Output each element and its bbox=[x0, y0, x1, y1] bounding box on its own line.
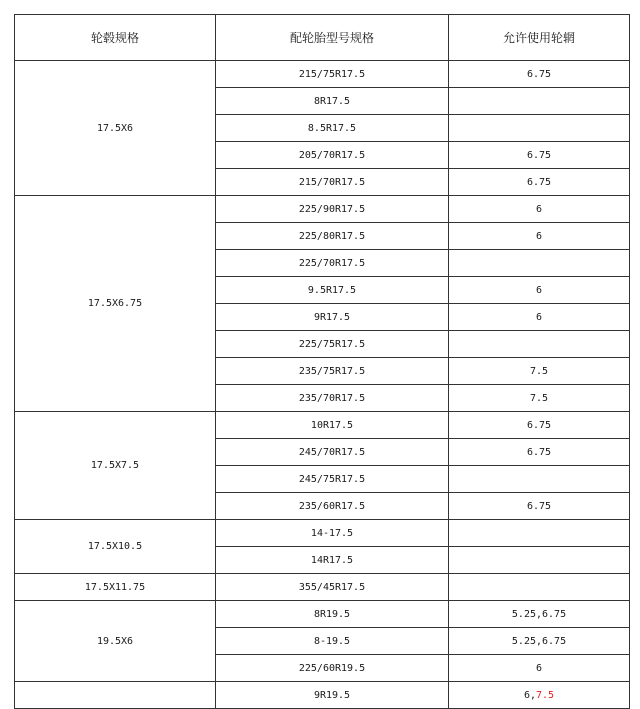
table-row bbox=[15, 574, 630, 601]
allowed-rim-cell bbox=[449, 250, 630, 277]
allowed-rim-value: 5.25,6.75 bbox=[511, 608, 567, 620]
tire-spec-cell: 10R17.5 bbox=[216, 412, 449, 439]
tire-spec-cell: 225/90R17.5 bbox=[216, 196, 449, 223]
tire-spec-cell: 9.5R17.5 bbox=[216, 277, 449, 304]
allowed-rim-value: 6 bbox=[535, 203, 543, 215]
allowed-rim-value: 7.5 bbox=[529, 365, 549, 377]
tire-spec-cell: 9R17.5 bbox=[216, 304, 449, 331]
tire-spec-cell: 9R19.5 bbox=[216, 682, 449, 709]
table-row bbox=[15, 601, 630, 628]
rim-spec-cell: 17.5X11.75 bbox=[15, 574, 216, 601]
allowed-rim-value: 5.25,6.75 bbox=[511, 635, 567, 647]
allowed-rim-cell bbox=[449, 655, 630, 682]
header-row bbox=[15, 15, 630, 61]
allowed-rim-value: 6 bbox=[535, 662, 543, 674]
table-row bbox=[15, 520, 630, 547]
tire-spec-cell: 245/70R17.5 bbox=[216, 439, 449, 466]
rim-spec-cell: 19.5X6 bbox=[15, 601, 216, 682]
allowed-rim-value: 6.75 bbox=[526, 68, 552, 80]
allowed-rim-value: 6.75 bbox=[526, 500, 552, 512]
tire-spec-cell: 8-19.5 bbox=[216, 628, 449, 655]
rim-spec-cell bbox=[15, 682, 216, 709]
tire-spec-cell: 235/70R17.5 bbox=[216, 385, 449, 412]
rim-spec-cell: 17.5X6 bbox=[15, 61, 216, 196]
header-tire-spec: 配轮胎型号规格 bbox=[216, 15, 449, 61]
allowed-rim-cell bbox=[449, 61, 630, 88]
table-row bbox=[15, 196, 630, 223]
tire-spec-cell: 14-17.5 bbox=[216, 520, 449, 547]
tire-spec-cell: 8R17.5 bbox=[216, 88, 449, 115]
allowed-rim-cell bbox=[449, 196, 630, 223]
tire-spec-cell: 225/75R17.5 bbox=[216, 331, 449, 358]
allowed-rim-cell bbox=[449, 412, 630, 439]
tire-spec-cell: 14R17.5 bbox=[216, 547, 449, 574]
tire-spec-cell: 355/45R17.5 bbox=[216, 574, 449, 601]
rim-spec-cell: 17.5X7.5 bbox=[15, 412, 216, 520]
allowed-rim-cell bbox=[449, 223, 630, 250]
allowed-rim-cell bbox=[449, 88, 630, 115]
allowed-rim-cell bbox=[449, 385, 630, 412]
allowed-rim-value: 6 bbox=[535, 230, 543, 242]
header-allowed-rim: 允许使用轮辋 bbox=[449, 15, 630, 61]
allowed-rim-value: 6.75 bbox=[526, 446, 552, 458]
tire-spec-cell: 215/75R17.5 bbox=[216, 61, 449, 88]
allowed-rim-cell bbox=[449, 358, 630, 385]
tire-spec-cell: 235/60R17.5 bbox=[216, 493, 449, 520]
table-body bbox=[15, 61, 630, 709]
allowed-rim-cell bbox=[449, 115, 630, 142]
allowed-rim-cell bbox=[449, 601, 630, 628]
allowed-rim-highlight: 7.5 bbox=[535, 689, 555, 701]
rim-spec-cell: 17.5X10.5 bbox=[15, 520, 216, 574]
tire-spec-cell: 225/60R19.5 bbox=[216, 655, 449, 682]
allowed-rim-value: 6 bbox=[535, 284, 543, 296]
tire-spec-cell: 205/70R17.5 bbox=[216, 142, 449, 169]
allowed-rim-cell bbox=[449, 331, 630, 358]
allowed-rim-cell bbox=[449, 439, 630, 466]
tire-rim-table bbox=[14, 14, 630, 709]
table-row bbox=[15, 682, 630, 709]
tire-spec-cell: 215/70R17.5 bbox=[216, 169, 449, 196]
allowed-rim-value: 6 bbox=[535, 311, 543, 323]
allowed-rim-value: 6.75 bbox=[526, 149, 552, 161]
tire-spec-cell: 245/75R17.5 bbox=[216, 466, 449, 493]
tire-spec-cell: 225/80R17.5 bbox=[216, 223, 449, 250]
allowed-rim-cell bbox=[449, 574, 630, 601]
allowed-rim-value: 7.5 bbox=[529, 392, 549, 404]
allowed-rim-cell bbox=[449, 466, 630, 493]
tire-spec-cell: 225/70R17.5 bbox=[216, 250, 449, 277]
allowed-rim-cell bbox=[449, 682, 630, 709]
allowed-rim-cell bbox=[449, 520, 630, 547]
table-row bbox=[15, 412, 630, 439]
allowed-rim-cell bbox=[449, 628, 630, 655]
tire-spec-cell: 235/75R17.5 bbox=[216, 358, 449, 385]
allowed-rim-cell bbox=[449, 304, 630, 331]
tire-spec-cell: 8.5R17.5 bbox=[216, 115, 449, 142]
header-rim-spec: 轮毂规格 bbox=[15, 15, 216, 61]
allowed-rim-value: 6.75 bbox=[526, 176, 552, 188]
allowed-rim-value: 6, bbox=[523, 689, 536, 701]
allowed-rim-cell bbox=[449, 169, 630, 196]
rim-spec-cell: 17.5X6.75 bbox=[15, 196, 216, 412]
allowed-rim-cell bbox=[449, 277, 630, 304]
allowed-rim-cell bbox=[449, 493, 630, 520]
table-row bbox=[15, 61, 630, 88]
allowed-rim-value: 6.75 bbox=[526, 419, 552, 431]
tire-spec-cell: 8R19.5 bbox=[216, 601, 449, 628]
allowed-rim-cell bbox=[449, 547, 630, 574]
allowed-rim-cell bbox=[449, 142, 630, 169]
